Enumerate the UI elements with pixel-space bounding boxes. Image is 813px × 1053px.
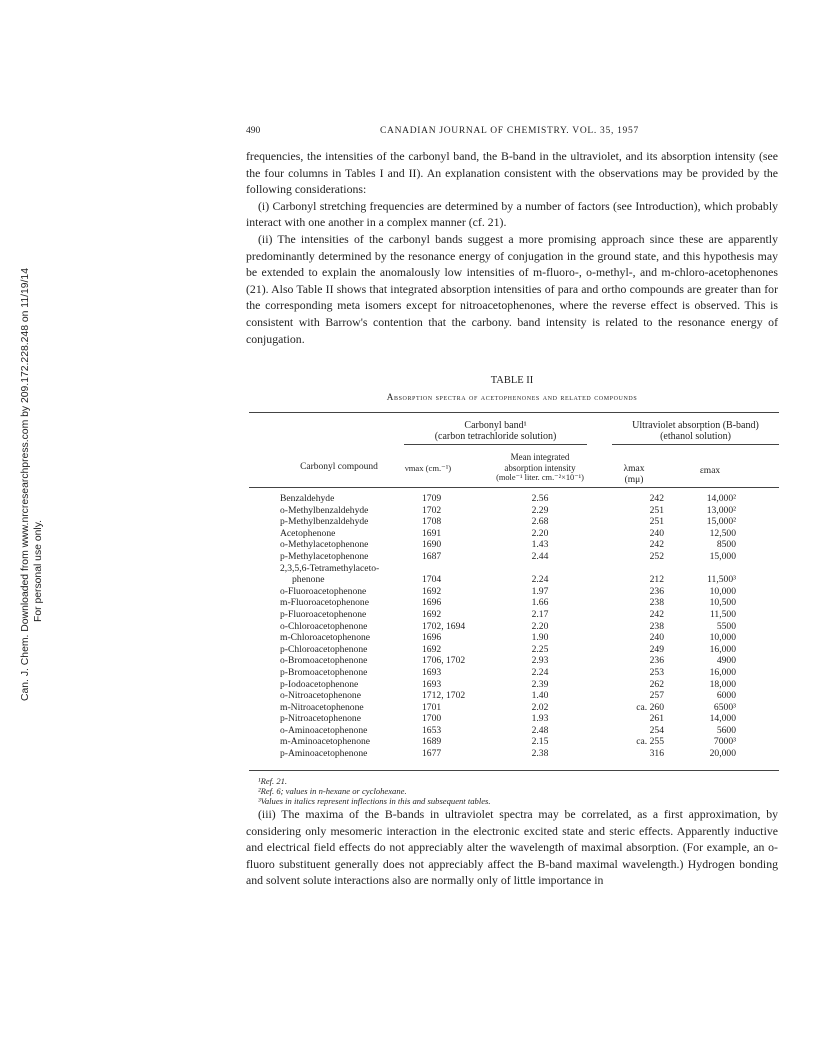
table-cell-compound: o-Nitroacetophenone bbox=[280, 690, 361, 702]
table-cell-nu: 1709 bbox=[422, 493, 442, 504]
body-text-top bbox=[246, 148, 778, 347]
table-cell-eps: 18,000 bbox=[709, 678, 736, 690]
table-cell-compound: o-Fluoroacetophenone bbox=[280, 585, 367, 597]
table-cell-lambda: ca. 255 bbox=[636, 736, 664, 748]
table-cell-nu: 1702 bbox=[422, 504, 442, 516]
table-cell-lambda: 316 bbox=[649, 748, 664, 760]
table-cell-compound: p-Aminoacetophenone bbox=[280, 748, 368, 760]
table-cell-compound: m-Chloroacetophenone bbox=[280, 632, 371, 644]
table-cell-lambda: 249 bbox=[649, 643, 664, 655]
table-cell-eps: 10,000 bbox=[709, 632, 736, 644]
group2-line-2: (ethanol solution) bbox=[660, 431, 731, 442]
table-cell-nu: 1712, 1702 bbox=[422, 690, 466, 702]
table-cell-compound: o-Bromoacetophenone bbox=[280, 655, 368, 667]
table-cell-eps: 16,000 bbox=[709, 643, 736, 655]
table-cell-intensity: 2.24 bbox=[531, 666, 549, 678]
footnote-3: ³Values in italics represent inflections in this and subsequent tables. bbox=[258, 796, 491, 806]
table-cell-intensity: 1.40 bbox=[531, 690, 549, 702]
table-cell-nu: 1693 bbox=[422, 678, 442, 690]
table-cell-eps: 7000³ bbox=[713, 736, 736, 748]
table-cell-eps: 11,500 bbox=[709, 608, 736, 620]
table-title: TABLE II bbox=[490, 375, 534, 386]
table-cell-lambda: 251 bbox=[649, 504, 664, 516]
table-cell-lambda: 238 bbox=[649, 620, 664, 632]
table-cell-eps: 16,000 bbox=[709, 666, 736, 678]
intensity-header-line-3: (mole⁻¹ liter. cm.⁻²×10⁻¹) bbox=[496, 473, 584, 482]
table-cell-lambda: ca. 260 bbox=[636, 701, 664, 713]
table-cell-compound: o-Aminoacetophenone bbox=[280, 724, 368, 736]
table-cell-compound: m-Aminoacetophenone bbox=[280, 736, 371, 748]
table-cell-compound: 2,3,5,6-Tetramethylaceto- bbox=[280, 562, 380, 574]
table-cell-intensity: 1.66 bbox=[531, 597, 549, 609]
table-cell-eps: 14,000² bbox=[706, 493, 736, 504]
watermark-line-1: Can. J. Chem. Downloaded from www.nrcresearchpress.com by 209.172.228.248 on 11/19/14 bbox=[20, 268, 31, 701]
table-cell-intensity: 2.39 bbox=[531, 678, 549, 690]
table-cell-compound: o-Methylbenzaldehyde bbox=[280, 504, 369, 516]
table-cell-intensity: 1.97 bbox=[531, 585, 549, 597]
table-cell-lambda: 242 bbox=[649, 608, 664, 620]
table-cell-lambda: 261 bbox=[649, 713, 664, 725]
intensity-header-line-2: absorption intensity bbox=[504, 462, 576, 473]
col-header-lambda bbox=[618, 464, 650, 486]
col-header-eps: εmax bbox=[699, 466, 721, 476]
table-cell-nu bbox=[422, 563, 492, 575]
table-cell-eps: 12,500 bbox=[709, 527, 736, 539]
table-cell-intensity: 1.90 bbox=[531, 632, 549, 644]
table-cell-intensity: 2.17 bbox=[531, 608, 549, 620]
table-cell-intensity: 2.29 bbox=[531, 504, 549, 516]
table-cell-nu: 1701 bbox=[422, 701, 442, 713]
table-cell-lambda: 251 bbox=[649, 516, 664, 528]
table-cell-nu: 1677 bbox=[422, 748, 442, 760]
group1-rule bbox=[404, 444, 587, 445]
page-number: 490 bbox=[246, 126, 261, 136]
table-cell-intensity: 2.93 bbox=[531, 655, 549, 667]
paragraph-3: (ii) The intensities of the carbonyl bands suggest a more promising approach since these are apparently predominantly determined by the resonance energy of conjugation in the ground state, and this hypothesis may be extended to explain the anomalously low intensities of m-fluoro-, o-methyl-, and m-chloro-acetophenones (21). Also Table II shows that integrated absorption intensities of para and ortho compounds are greater than for the corresponding meta isomers except for nitroacetophenones, where the reverse effect is observed. This is consistent with Barrow's contention that the carbony. band intensity is related to the resonance energy of conjugation. bbox=[246, 231, 778, 346]
table-cell-lambda: 236 bbox=[649, 655, 664, 667]
table-cell-lambda: 238 bbox=[649, 597, 664, 609]
table-cell-compound: p-Chloroacetophenone bbox=[280, 643, 368, 655]
table-cell-nu: 1692 bbox=[422, 585, 442, 597]
table-cell-lambda: 236 bbox=[649, 585, 664, 597]
table-cell-nu: 1708 bbox=[422, 516, 442, 528]
nu-column bbox=[422, 493, 492, 760]
lambda-header-line-1: λmax bbox=[623, 464, 645, 474]
table-cell-compound: phenone bbox=[292, 574, 325, 586]
table-cell-eps: 14,000 bbox=[709, 713, 736, 725]
table-cell-eps: 4900 bbox=[716, 655, 736, 667]
table-cell-nu: 1704 bbox=[422, 574, 442, 586]
table-cell-nu: 1689 bbox=[422, 736, 442, 748]
lambda-column bbox=[604, 493, 664, 760]
table-cell-eps: 13,000² bbox=[706, 504, 736, 516]
footnote-2: ²Ref. 6; values in n-hexane or cyclohexane. bbox=[258, 786, 407, 796]
table-cell-eps: 6500³ bbox=[713, 701, 736, 713]
intensity-header-line-1: Mean integrated bbox=[510, 452, 570, 462]
table-cell-intensity: 2.20 bbox=[531, 527, 549, 539]
table-cell-nu: 1691 bbox=[422, 527, 442, 539]
table-bottom-rule bbox=[249, 770, 779, 771]
compound-column bbox=[280, 493, 402, 760]
table-cell-lambda: 252 bbox=[649, 550, 664, 562]
table-cell-lambda bbox=[604, 563, 664, 575]
group1-line-2: (carbon tetrachloride solution) bbox=[434, 431, 557, 442]
table-cell-compound: p-Fluoroacetophenone bbox=[280, 608, 367, 620]
table-cell-nu: 1696 bbox=[422, 597, 442, 609]
table-cell-intensity: 2.38 bbox=[531, 748, 549, 760]
group1-line-1: Carbonyl band¹ bbox=[464, 420, 527, 431]
table-cell-lambda: 242 bbox=[649, 539, 664, 551]
table-cell-eps: 20,000 bbox=[709, 748, 736, 760]
table-cell-intensity: 1.93 bbox=[531, 713, 549, 725]
table-cell-intensity bbox=[510, 563, 570, 575]
table-cell-eps bbox=[678, 563, 736, 575]
table-cell-nu: 1706, 1702 bbox=[422, 655, 466, 667]
col-header-intensity bbox=[470, 452, 610, 484]
table-cell-intensity: 2.20 bbox=[531, 620, 549, 632]
paragraph-1: frequencies, the intensities of the carbonyl band, the B-band in the ultraviolet, and its absorption intensity (see the four columns in Tables I and II). An explanation consistent with the observations may be provided by the following considerations: bbox=[246, 149, 778, 197]
table-cell-eps: 8500 bbox=[716, 539, 736, 551]
download-watermark bbox=[19, 268, 45, 701]
lambda-header-line-2: (mμ) bbox=[624, 475, 644, 485]
table-cell-eps: 6000 bbox=[716, 690, 736, 702]
table-cell-lambda: 253 bbox=[649, 666, 664, 678]
col-header-nu: νmax (cm.⁻¹) bbox=[404, 463, 452, 473]
table-cell-eps: 15,000 bbox=[709, 550, 736, 562]
table-cell-compound: o-Chloroacetophenone bbox=[280, 620, 368, 632]
table-cell-intensity: 1.43 bbox=[531, 539, 549, 551]
table-cell-intensity: 2.24 bbox=[531, 574, 549, 586]
table-cell-nu: 1692 bbox=[422, 643, 442, 655]
table-cell-lambda: 212 bbox=[649, 574, 664, 586]
table-cell-eps: 10,000 bbox=[709, 585, 736, 597]
table-cell-lambda: 257 bbox=[649, 690, 664, 702]
table-footnotes bbox=[258, 776, 491, 806]
table-cell-nu: 1702, 1694 bbox=[422, 620, 466, 632]
table-cell-eps: 5500 bbox=[716, 620, 736, 632]
table-cell-intensity: 2.48 bbox=[531, 724, 549, 736]
table-cell-intensity: 2.25 bbox=[531, 643, 549, 655]
running-title: CANADIAN JOURNAL OF CHEMISTRY. VOL. 35, 1957 bbox=[380, 126, 639, 136]
table-cell-lambda: 242 bbox=[649, 493, 664, 504]
group2-line-1: Ultraviolet absorption (B-band) bbox=[632, 420, 759, 431]
eps-column bbox=[678, 493, 736, 760]
group2-rule bbox=[612, 444, 779, 445]
table-cell-eps: 10,500 bbox=[709, 597, 736, 609]
table-cell-eps: 11,500³ bbox=[707, 574, 736, 586]
table-cell-intensity: 2.68 bbox=[531, 516, 549, 528]
table-cell-nu: 1696 bbox=[422, 632, 442, 644]
header-bottom-rule bbox=[249, 487, 779, 488]
table-subtitle: Absorption spectra of acetophenones and related compounds bbox=[386, 392, 638, 402]
table-cell-nu: 1692 bbox=[422, 608, 442, 620]
uv-absorption-group-header bbox=[612, 420, 779, 442]
table-cell-nu: 1687 bbox=[422, 550, 442, 562]
paragraph-2: (i) Carbonyl stretching frequencies are determined by a number of factors (see Introduction), which probably interact with one another in a complex manner (cf. 21). bbox=[246, 198, 778, 230]
table-cell-compound: Benzaldehyde bbox=[280, 493, 335, 504]
table-cell-compound: p-Methylbenzaldehyde bbox=[280, 516, 369, 528]
table-cell-compound: p-Methylacetophenone bbox=[280, 550, 369, 562]
table-cell-lambda: 240 bbox=[649, 527, 664, 539]
table-cell-compound: m-Nitroacetophenone bbox=[280, 701, 364, 713]
table-cell-compound: p-Iodoacetophenone bbox=[280, 678, 359, 690]
paragraph-4: (iii) The maxima of the B-bands in ultraviolet spectra may be correlated, as a first approximation, by considering only mesomeric interaction in the electronic excited state and steric effects. Apparently inductive and electrical field effects do not appreciably alter the wavelength of maximal absorption. (For example, an o-fluoro substituent generally does not appreciably affect the B-band maximal wavelength.) Hydrogen bonding and solvent solute interactions also are normally only of little importance in bbox=[246, 807, 778, 888]
body-text-bottom bbox=[246, 806, 778, 889]
table-cell-intensity: 2.02 bbox=[531, 701, 549, 713]
table-cell-nu: 1653 bbox=[422, 724, 442, 736]
carbonyl-band-group-header bbox=[404, 420, 587, 442]
watermark-line-2: For personal use only. bbox=[33, 519, 44, 623]
table-cell-nu: 1700 bbox=[422, 713, 442, 725]
table-cell-lambda: 240 bbox=[649, 632, 664, 644]
table-cell-intensity: 2.15 bbox=[531, 736, 549, 748]
table-cell-compound: m-Fluoroacetophenone bbox=[280, 597, 369, 609]
table-cell-eps: 5600 bbox=[716, 724, 736, 736]
table-cell-compound: p-Bromoacetophenone bbox=[280, 666, 368, 678]
table-cell-nu: 1690 bbox=[422, 539, 442, 551]
table-cell-lambda: 262 bbox=[649, 678, 664, 690]
table-top-rule bbox=[249, 412, 779, 413]
table-cell-compound: o-Methylacetophenone bbox=[280, 539, 369, 551]
intensity-column bbox=[510, 493, 570, 760]
table-cell-lambda: 254 bbox=[649, 724, 664, 736]
table-cell-compound: p-Nitroacetophenone bbox=[280, 713, 361, 725]
table-cell-nu: 1693 bbox=[422, 666, 442, 678]
table-cell-eps: 15,000² bbox=[706, 516, 736, 528]
table-cell-compound: Acetophenone bbox=[280, 527, 336, 539]
footnote-1: ¹Ref. 21. bbox=[258, 776, 288, 786]
table-cell-intensity: 2.44 bbox=[531, 550, 549, 562]
col-header-compound: Carbonyl compound bbox=[300, 462, 378, 472]
table-cell-intensity: 2.56 bbox=[531, 493, 549, 504]
